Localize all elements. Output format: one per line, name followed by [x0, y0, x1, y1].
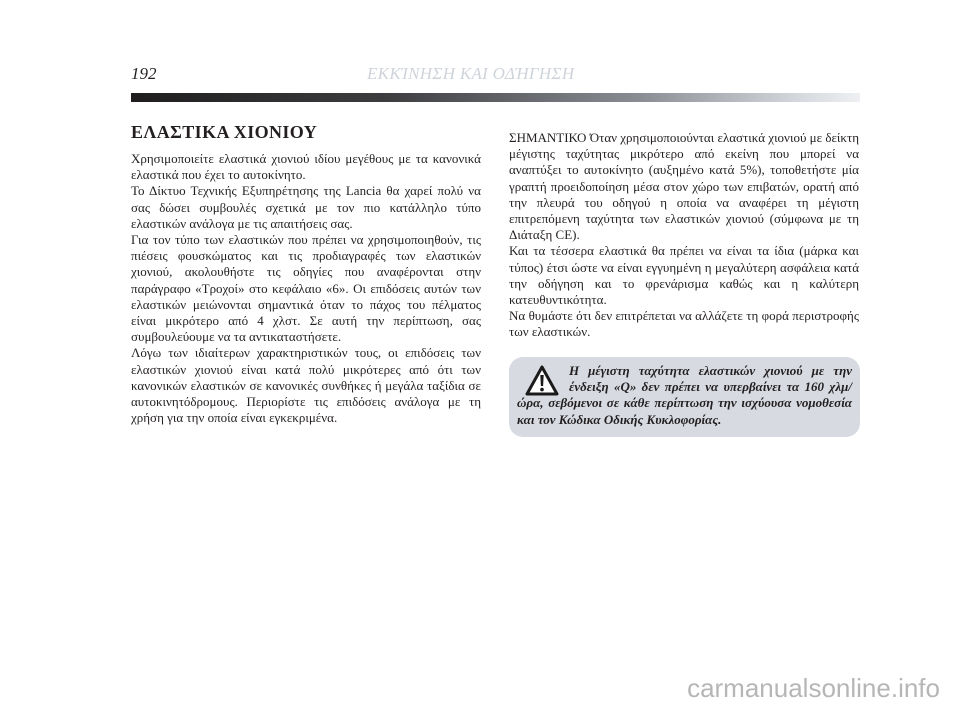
- left-paragraph-2: Το Δίκτυο Τεχνικής Εξυπηρέτησης της Lancia θα χαρεί πολύ να σας δώσει συμβουλές σχετικά με τον πιο κατάλληλο τύπο ελαστικών ανάλογα με τις απαιτήσεις σας.: [131, 183, 481, 231]
- watermark: carmanualsonline.info: [687, 673, 940, 703]
- warning-text: Η μέγιστη ταχύτητα ελαστικών χιονιού με την ένδειξη «Q» δεν πρέπει να υπερβαίνει τα 160 χλμ/ώρα, σεβόμενοι σε κάθε περίπτωση την ισχύουσα νομοθεσία και τον Κώδικα Οδικής Κυκλοφορίας.: [517, 363, 852, 427]
- left-paragraph-4: Λόγω των ιδιαίτερων χαρακτηριστικών τους, οι επιδόσεις των ελαστικών χιονιού είναι κατά πολύ μικρότερες από ότι των κανονικών ελαστικών σε κανονικές συνθήκες ή μεγάλα ταξίδια σε αυτοκινητόδρομους. Περιορίστε τις επιδόσεις ανάλογα με τη χρήση για την οποία είναι εγκεκριμένα.: [131, 345, 481, 426]
- header-rule: [131, 93, 860, 102]
- right-column: [509, 130, 859, 341]
- right-paragraph-3: Να θυμάστε ότι δεν επιτρέπεται να αλλάζετε τη φορά περιστροφής των ελαστικών.: [509, 308, 859, 340]
- warning-box: [509, 357, 860, 437]
- running-head: ΕΚΚΊΝΗΣΗ ΚΑΙ ΟΔΉΓΗΣΗ: [367, 64, 575, 83]
- left-paragraph-1: Χρησιμοποιείτε ελαστικά χιονιού ιδίου μεγέθους με τα κανονικά ελαστικά που έχει το αυτοκίνητο.: [131, 151, 481, 183]
- right-paragraph-2: Και τα τέσσερα ελαστικά θα πρέπει να είναι τα ίδια (μάρκα και τύπος) έτσι ώστε να είναι εγγυημένη η μεγαλύτερη ασφάλεια κατά την οδήγηση και το φρενάρισμα καθώς και η καλύτερη κατευθυντικότητα.: [509, 243, 859, 308]
- left-column: [131, 122, 481, 426]
- right-paragraph-1: ΣΗΜΑΝΤΙΚΟ Όταν χρησιμοποιούνται ελαστικά χιονιού με δείκτη μέγιστης ταχύτητας μικρότερο από εκείνη που μπορεί να αναπτύξει το αυτοκίνητο (αυξημένο κατά 5%), τοποθετήστε μία γραπτή προειδοποίηση μέσα στον χώρο των επιβατών, ορατή από την πλευρά του οδηγού η οποία να αναφέρει τη μέγιστη επιτρεπόμενη ταχύτητα των ελαστικών χιονιού (σύμφωνα με τη Διάταξη CE).: [509, 130, 859, 243]
- section-title: ΕΛΑΣΤΙΚΑ ΧΙΟΝΙΟΥ: [131, 122, 318, 142]
- left-paragraph-3: Για τον τύπο των ελαστικών που πρέπει να χρησιμοποιηθούν, τις πιέσεις φουσκώματος και τις προδιαγραφές των ελαστικών χιονιού, ακολουθήστε τις οδηγίες που αναφέρονται στην παράγραφο «Τροχοί» στο κεφάλαιο «6». Οι επιδόσεις αυτών των ελαστικών μειώνονται σημαντικά όταν το πάχος του πέλματος είναι μικρότερο από 4 χλστ. Σε αυτή την περίπτωση, σας συμβουλεύουμε να τα αντικαταστήσετε.: [131, 232, 481, 345]
- page-number: 192: [131, 64, 157, 83]
